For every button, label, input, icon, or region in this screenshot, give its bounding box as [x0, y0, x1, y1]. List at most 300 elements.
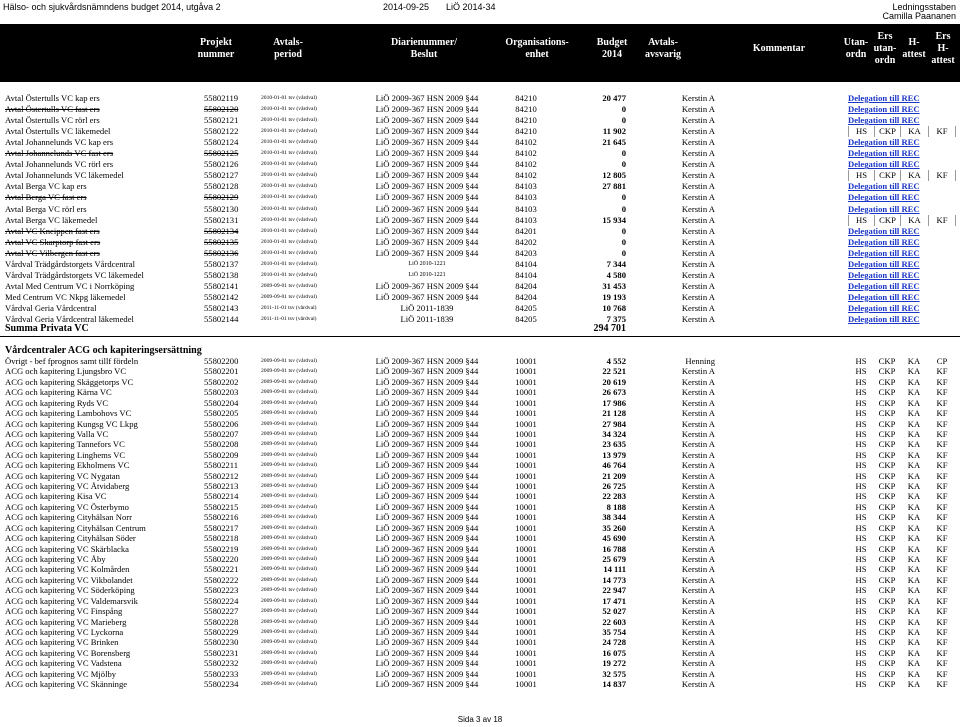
- budget-value: 0: [621, 159, 626, 170]
- h-attest-cell: KA: [907, 543, 921, 554]
- budget-value: 27 984: [602, 418, 626, 429]
- table-row: [0, 137, 960, 148]
- org-unit: 10001: [515, 679, 537, 690]
- ers-utanordn-cell: CKP: [878, 481, 896, 492]
- utanordn-cell: HS: [855, 522, 867, 533]
- ers-utanordn-cell: CKP: [878, 522, 896, 533]
- contract-name: Avtal Johannelunds VC rörl ers: [5, 159, 114, 170]
- responsible: Kerstin A: [681, 460, 715, 471]
- contract-period: 2009-09-01 tsv (vårdval): [261, 368, 317, 375]
- ers-h-attest-cell: KF: [936, 564, 948, 575]
- ers-utanordn-cell: CKP: [878, 564, 896, 575]
- contract-period: 2010-01-01 tsv (vårdval): [261, 95, 317, 101]
- ers-utanordn-cell: CKP: [874, 170, 900, 181]
- h-attest-cell: KA: [900, 215, 928, 226]
- ers-utanordn-cell: CKP: [878, 512, 896, 523]
- budget-value: 0: [621, 236, 626, 247]
- contract-period: 2009-09-01 tsv (vårdval): [261, 555, 317, 562]
- h-attest-cell: KA: [907, 356, 921, 366]
- ers-h-attest-cell: KF: [936, 387, 948, 398]
- delegation-link[interactable]: Delegation till REC: [848, 314, 920, 324]
- responsible: Kerstin A: [681, 192, 715, 203]
- contract-name: Avtal Östertulls VC läkemedel: [5, 126, 111, 137]
- table-row: [0, 303, 960, 314]
- org-unit: 10001: [515, 460, 537, 471]
- ers-utanordn-cell: CKP: [878, 376, 896, 387]
- responsible: Kerstin A: [681, 126, 715, 137]
- contract-name: ACG och kapitering VC Vadstena: [5, 658, 122, 669]
- project-number: 55802124: [204, 137, 239, 148]
- contract-name: ACG och kapitering VC Kolmården: [5, 564, 130, 575]
- department: Ledningsstaben: [892, 2, 956, 12]
- responsible: Kerstin A: [681, 203, 715, 214]
- contract-name: ACG och kapitering Linghems VC: [5, 449, 126, 460]
- summa-label: Summa Privata VC: [5, 323, 89, 334]
- contract-period: 2010-01-01 tsv (vårdval): [261, 238, 317, 245]
- h-attest-cell: KA: [907, 595, 921, 606]
- responsible: Kerstin A: [681, 258, 715, 269]
- budget-value: 0: [621, 148, 626, 159]
- org-unit: 84204: [515, 280, 537, 291]
- ers-utanordn-cell: CKP: [878, 574, 896, 585]
- delegation-link[interactable]: Delegation till REC: [848, 181, 920, 192]
- org-unit: 84210: [515, 126, 537, 137]
- project-number: 55802229: [204, 626, 239, 637]
- org-unit: 84203: [515, 247, 537, 258]
- org-unit: 10001: [515, 564, 537, 575]
- contract-period: 2010-01-01 tsv (vårdval): [261, 271, 317, 278]
- budget-value: 0: [621, 247, 626, 258]
- table-row: [0, 408, 960, 418]
- ers-utanordn-cell: CKP: [878, 606, 896, 617]
- utanordn-cell: HS: [855, 491, 867, 502]
- table-row: [0, 366, 960, 376]
- ers-utanordn-cell: CKP: [878, 408, 896, 419]
- contract-name: Övrigt - bef fprognos samt tillf fördeln: [5, 356, 139, 366]
- utanordn-cell: HS: [855, 658, 867, 669]
- table-row: [0, 429, 960, 439]
- ers-h-attest-cell: KF: [936, 449, 948, 460]
- diarienummer: LiÖ 2009-367 HSN 2009 §44: [375, 553, 479, 564]
- h-attest-cell: KA: [907, 481, 921, 492]
- contract-period: 2010-01-01 tsv (vårdval): [261, 205, 317, 212]
- table-row: [0, 377, 960, 387]
- project-number: 55802218: [204, 533, 239, 544]
- project-number: 55802136: [204, 247, 239, 258]
- contract-period: 2009-09-01 tsv (vårdval): [261, 681, 317, 688]
- diarienummer: LiÖ 2009-367 HSN 2009 §44: [375, 449, 479, 460]
- ers-h-attest-cell: KF: [928, 215, 956, 226]
- delegation-link[interactable]: Delegation till REC: [848, 159, 920, 170]
- responsible: Kerstin A: [681, 616, 715, 627]
- diarienummer: LiÖ 2009-367 HSN 2009 §44: [375, 470, 479, 481]
- table-row: [0, 159, 960, 170]
- ers-h-attest-cell: KF: [936, 574, 948, 585]
- org-unit: 84103: [515, 214, 537, 225]
- table-row: [0, 669, 960, 679]
- contract-name: ACG och kapitering Ryds VC: [5, 397, 109, 408]
- table-row: [0, 115, 960, 126]
- ers-h-attest-cell: KF: [936, 470, 948, 481]
- utanordn-cell: HS: [848, 170, 874, 181]
- table-row: [0, 523, 960, 533]
- contract-period: 2009-09-01 tsv (vårdval): [261, 660, 317, 667]
- responsible: Kerstin A: [681, 595, 715, 606]
- diarienummer: LiÖ 2009-367 HSN 2009 §44: [375, 387, 479, 398]
- budget-value: 17 471: [602, 595, 626, 606]
- responsible: Kerstin A: [681, 236, 715, 247]
- responsible: Kerstin A: [681, 543, 715, 554]
- utanordn-cell: HS: [855, 366, 867, 377]
- delegation-link[interactable]: Delegation till REC: [848, 291, 920, 302]
- responsible: Henning: [685, 356, 715, 366]
- contract-period: 2009-09-01 tsv (vårdval): [261, 576, 317, 583]
- project-number: 55802202: [204, 376, 239, 387]
- contract-period: 2009-09-01 tsv (vårdval): [261, 503, 317, 510]
- responsible: Kerstin A: [681, 302, 715, 313]
- ers-h-attest-cell: KF: [936, 543, 948, 554]
- delegation-link[interactable]: Delegation till REC: [848, 115, 920, 126]
- diarienummer: LiÖ 2009-367 HSN 2009 §44: [375, 247, 479, 258]
- project-number: 55802125: [204, 148, 239, 159]
- project-number: 55802228: [204, 616, 239, 627]
- ers-utanordn-cell: CKP: [878, 418, 896, 429]
- budget-value: 10 768: [602, 302, 626, 313]
- contract-period: 2010-01-01 tsv (vårdval): [261, 183, 317, 190]
- diarienummer: LiÖ 2009-367 HSN 2009 §44: [375, 491, 479, 502]
- org-unit: 10001: [515, 626, 537, 637]
- h-attest-cell: KA: [907, 647, 921, 658]
- project-number: 55802215: [204, 501, 239, 512]
- ers-utanordn-cell: CKP: [878, 668, 896, 679]
- contract-period: 2009-09-01 tsv (vårdval): [261, 399, 317, 406]
- org-unit: 10001: [515, 501, 537, 512]
- contract-period: 2011-11-01 tsv (vårdval): [261, 316, 317, 322]
- delegation-link[interactable]: Delegation till REC: [848, 192, 920, 203]
- table-row: [0, 679, 960, 689]
- project-number: 55802205: [204, 408, 239, 419]
- responsible: Kerstin A: [681, 564, 715, 575]
- ers-utanordn-cell: CKP: [878, 679, 896, 690]
- project-number: 55802141: [204, 280, 239, 291]
- diarienummer: LiÖ 2009-367 HSN 2009 §44: [375, 203, 479, 214]
- ers-utanordn-cell: CKP: [878, 460, 896, 471]
- contract-period: 2009-09-01 tsv (vårdval): [261, 430, 317, 437]
- diarienummer: LiÖ 2009-367 HSN 2009 §44: [375, 366, 479, 377]
- contract-name: Avtal VC Kneippen fast ers: [5, 225, 100, 236]
- ers-utanordn-cell: CKP: [878, 553, 896, 564]
- contract-name: Vårdval Trädgårdstorgets VC läkemedel: [5, 269, 144, 280]
- org-unit: 10001: [515, 543, 537, 554]
- contract-name: ACG och kapitering VC Skänninge: [5, 679, 128, 690]
- print-date: 2014-09-25: [383, 2, 430, 12]
- ers-h-attest-cell: KF: [936, 626, 948, 637]
- project-number: 55802204: [204, 397, 239, 408]
- ers-h-attest-cell: KF: [936, 491, 948, 502]
- contract-name: ACG och kapitering VC Österbymo: [5, 501, 129, 512]
- budget-value: 7 344: [606, 258, 626, 269]
- ers-h-attest-cell: KF: [936, 397, 948, 408]
- contract-period: 2009-09-01 tsv (vårdval): [261, 618, 317, 625]
- ers-h-attest-cell: KF: [936, 595, 948, 606]
- ers-utanordn-cell: CKP: [878, 439, 896, 450]
- diarienummer: LiÖ 2009-367 HSN 2009 §44: [375, 595, 479, 606]
- col-h-attest: H- attest: [902, 37, 926, 60]
- org-unit: 10001: [515, 481, 537, 492]
- responsible: Kerstin A: [681, 376, 715, 387]
- contract-period: 2009-09-01 tsv (vårdval): [261, 649, 317, 656]
- responsible: Kerstin A: [681, 606, 715, 617]
- project-number: 55802138: [204, 269, 239, 280]
- ers-utanordn-cell: CKP: [878, 428, 896, 439]
- delegation-link[interactable]: Delegation till REC: [848, 137, 920, 148]
- org-unit: 10001: [515, 585, 537, 596]
- contract-name: ACG och kapitering VC Valdemarsvik: [5, 595, 138, 606]
- diarienummer: LiÖ 2009-367 HSN 2009 §44: [375, 137, 479, 148]
- table-row: [0, 270, 960, 281]
- contract-name: Vårdval Geria Vårdcentral läkemedel: [5, 314, 134, 324]
- ers-h-attest-cell: KF: [936, 460, 948, 471]
- diarienummer: LiÖ 2009-367 HSN 2009 §44: [375, 543, 479, 554]
- contract-name: ACG och kapitering Cityhälsan Söder: [5, 533, 136, 544]
- contract-period: 2009-09-01 tsv (vårdval): [261, 670, 317, 677]
- contract-period: 2009-09-01 tsv (vårdval): [261, 535, 317, 542]
- project-number: 55802134: [204, 225, 239, 236]
- org-unit: 84102: [515, 170, 537, 181]
- delegation-link[interactable]: Delegation till REC: [848, 203, 920, 214]
- budget-value: 52 027: [602, 606, 626, 617]
- org-unit: 10001: [515, 449, 537, 460]
- utanordn-cell: HS: [848, 126, 874, 137]
- contract-name: ACG och kapitering Valla VC: [5, 428, 109, 439]
- org-unit: 10001: [515, 647, 537, 658]
- diarienummer: LiÖ 2009-367 HSN 2009 §44: [375, 679, 479, 690]
- org-unit: 10001: [515, 428, 537, 439]
- diarienummer: LiÖ 2009-367 HSN 2009 §44: [375, 291, 479, 302]
- contract-name: ACG och kapitering Cityhälsan Centrum: [5, 522, 146, 533]
- diarienummer: LiÖ 2009-367 HSN 2009 §44: [375, 376, 479, 387]
- delegation-link[interactable]: Delegation till REC: [848, 280, 920, 291]
- contract-period: 2010-01-01 tsv (vårdval): [261, 194, 317, 201]
- table-row: [0, 439, 960, 449]
- table-row: [0, 491, 960, 501]
- table-row: [0, 637, 960, 647]
- table-row: [0, 237, 960, 248]
- org-unit: 84102: [515, 137, 537, 148]
- contract-name: ACG och kapitering VC Marieberg: [5, 616, 127, 627]
- diarienummer: LiÖ 2009-367 HSN 2009 §44: [375, 637, 479, 648]
- table-row: [0, 564, 960, 574]
- budget-value: 22 947: [602, 585, 626, 596]
- contract-name: Avtal Berga VC läkemedel: [5, 214, 98, 225]
- budget-value: 22 521: [602, 366, 626, 377]
- diarienummer: LiÖ 2009-367 HSN 2009 §44: [375, 626, 479, 637]
- ers-utanordn-cell: CKP: [878, 616, 896, 627]
- table-row: [0, 259, 960, 270]
- responsible: Kerstin A: [681, 428, 715, 439]
- responsible: Kerstin A: [681, 159, 715, 170]
- contract-period: 2009-09-01 tsv (vårdval): [261, 545, 317, 552]
- org-unit: 84102: [515, 159, 537, 170]
- budget-value: 15 934: [602, 214, 626, 225]
- contract-name: ACG och kapitering VC Borensberg: [5, 647, 131, 658]
- table-row: [0, 533, 960, 543]
- col-ers-utanordn: Ers utan- ordn: [873, 31, 897, 66]
- col-avtalsansvarig: Avtals- avsvarig: [644, 37, 682, 60]
- contract-name: ACG och kapitering VC Skärblacka: [5, 543, 129, 554]
- diarienummer: LiÖ 2009-367 HSN 2009 §44: [375, 418, 479, 429]
- contract-period: 2009-09-01 tsv (vårdval): [261, 597, 317, 604]
- project-number: 55802231: [204, 647, 239, 658]
- ers-h-attest-cell: KF: [936, 512, 948, 523]
- contract-period: 2009-09-01 tsv (vårdval): [261, 462, 317, 469]
- ers-h-attest-cell: KF: [936, 501, 948, 512]
- responsible: Kerstin A: [681, 291, 715, 302]
- utanordn-cell: HS: [855, 668, 867, 679]
- contract-name: ACG och kapitering Kisa VC: [5, 491, 107, 502]
- ers-utanordn-cell: CKP: [878, 647, 896, 658]
- project-number: 55802127: [204, 170, 239, 181]
- responsible: Kerstin A: [681, 93, 715, 103]
- ers-h-attest-cell: KF: [936, 439, 948, 450]
- responsible: Kerstin A: [681, 280, 715, 291]
- org-unit: 84103: [515, 192, 537, 203]
- project-number: 55802219: [204, 543, 239, 554]
- budget-value: 26 725: [602, 481, 626, 492]
- diarienummer: LiÖ 2009-367 HSN 2009 §44: [375, 668, 479, 679]
- contract-name: ACG och kapitering Kungsg VC Lkpg: [5, 418, 138, 429]
- h-attest-cell: KA: [907, 501, 921, 512]
- diarienummer: LiÖ 2009-367 HSN 2009 §44: [375, 533, 479, 544]
- responsible: Kerstin A: [681, 439, 715, 450]
- h-attest-cell: KA: [907, 626, 921, 637]
- ers-utanordn-cell: CKP: [878, 533, 896, 544]
- contract-period: 2009-09-01 tsv (vårdval): [261, 441, 317, 448]
- org-unit: 84205: [515, 302, 537, 313]
- contract-period: 2010-01-01 tsv (vårdval): [261, 216, 317, 223]
- utanordn-cell: HS: [855, 501, 867, 512]
- responsible: Kerstin A: [681, 585, 715, 596]
- delegation-link[interactable]: Delegation till REC: [848, 269, 920, 280]
- ers-h-attest-cell: KF: [936, 428, 948, 439]
- budget-value: 0: [621, 104, 626, 115]
- col-kommentar: Kommentar: [752, 43, 806, 54]
- ers-utanordn-cell: CKP: [878, 543, 896, 554]
- responsible: Kerstin A: [681, 214, 715, 225]
- budget-value: 19 193: [602, 291, 626, 302]
- budget-value: 22 603: [602, 616, 626, 627]
- project-number: 55802213: [204, 481, 239, 492]
- contract-period: 2010-01-01 tsv (vårdval): [261, 150, 317, 157]
- contract-period: 2009-09-01 tsv (vårdval): [261, 566, 317, 573]
- project-number: 55802221: [204, 564, 239, 575]
- budget-value: 8 188: [606, 501, 626, 512]
- delegation-link[interactable]: Delegation till REC: [848, 148, 920, 159]
- org-unit: 10001: [515, 616, 537, 627]
- contract-name: ACG och kapitering VC Söderköping: [5, 585, 135, 596]
- responsible: Kerstin A: [681, 491, 715, 502]
- project-number: 55802214: [204, 491, 239, 502]
- project-number: 55802203: [204, 387, 239, 398]
- h-attest-cell: KA: [907, 585, 921, 596]
- delegation-link[interactable]: Delegation till REC: [848, 258, 920, 269]
- ers-h-attest-cell: KF: [936, 585, 948, 596]
- ers-utanordn-cell: CKP: [878, 595, 896, 606]
- diarienummer: LiÖ 2009-367 HSN 2009 §44: [375, 356, 479, 366]
- org-unit: 84205: [515, 314, 537, 324]
- responsible: Kerstin A: [681, 668, 715, 679]
- ers-h-attest-cell: KF: [936, 522, 948, 533]
- summa-separator: [0, 336, 960, 337]
- budget-value: 21 645: [602, 137, 626, 148]
- ers-utanordn-cell: CKP: [878, 501, 896, 512]
- org-unit: 10001: [515, 512, 537, 523]
- delegation-link[interactable]: Delegation till REC: [848, 247, 920, 258]
- table-row: [0, 544, 960, 554]
- responsible: Kerstin A: [681, 418, 715, 429]
- budget-value: 0: [621, 203, 626, 214]
- contract-name: Avtal Johannelunds VC läkemedel: [5, 170, 124, 181]
- utanordn-cell: HS: [855, 439, 867, 450]
- contract-period: 2009-09-01 tsv (vårdval): [261, 514, 317, 521]
- diarienummer: LiÖ 2010-1221: [408, 271, 446, 278]
- responsible: Kerstin A: [681, 408, 715, 419]
- project-number: 55802142: [204, 291, 239, 302]
- budget-value: 27 881: [602, 181, 626, 192]
- col-projekt: Projekt nummer: [197, 37, 235, 60]
- budget-value: 46 764: [602, 460, 626, 471]
- h-attest-cell: KA: [907, 376, 921, 387]
- responsible: Kerstin A: [681, 637, 715, 648]
- contract-period: 2010-01-01 tsv (vårdval): [261, 106, 317, 113]
- org-unit: 10001: [515, 418, 537, 429]
- delegation-link[interactable]: Delegation till REC: [848, 302, 920, 313]
- utanordn-cell: HS: [855, 449, 867, 460]
- responsible: Kerstin A: [681, 148, 715, 159]
- contract-period: 2009-09-01 tsv (vårdval): [261, 608, 317, 615]
- responsible: Kerstin A: [681, 553, 715, 564]
- budget-value: 21 128: [602, 408, 626, 419]
- responsible: Kerstin A: [681, 104, 715, 115]
- responsible: Kerstin A: [681, 501, 715, 512]
- contract-name: Avtal Berga VC kap ers: [5, 181, 87, 192]
- contract-period: 2009-09-01 tsv (vårdval): [261, 358, 317, 364]
- ers-h-attest-cell: KF: [936, 616, 948, 627]
- contract-period: 2009-09-01 tsv (vårdval): [261, 451, 317, 458]
- ers-h-attest-cell: KF: [936, 553, 948, 564]
- diarienummer: LiÖ 2009-367 HSN 2009 §44: [375, 115, 479, 126]
- h-attest-cell: KA: [907, 533, 921, 544]
- project-number: 55802211: [204, 460, 239, 471]
- utanordn-cell: HS: [855, 564, 867, 575]
- ers-utanordn-cell: CKP: [878, 470, 896, 481]
- summa-budget: 294 701: [593, 323, 626, 334]
- org-unit: 10001: [515, 595, 537, 606]
- delegation-link[interactable]: Delegation till REC: [848, 104, 920, 115]
- delegation-link[interactable]: Delegation till REC: [848, 236, 920, 247]
- contract-period: 2009-09-01 tsv (vårdval): [261, 524, 317, 531]
- col-organisation: Organisations- enhet: [505, 37, 569, 60]
- delegation-link[interactable]: Delegation till REC: [848, 93, 920, 103]
- budget-value: 26 673: [602, 387, 626, 398]
- utanordn-cell: HS: [855, 616, 867, 627]
- delegation-link[interactable]: Delegation till REC: [848, 225, 920, 236]
- responsible: Kerstin A: [681, 397, 715, 408]
- page-number: Sida 3 av 18: [457, 715, 503, 724]
- h-attest-cell: KA: [907, 408, 921, 419]
- table-row: [0, 596, 960, 606]
- contract-name: ACG och kapitering VC Lyckorna: [5, 626, 124, 637]
